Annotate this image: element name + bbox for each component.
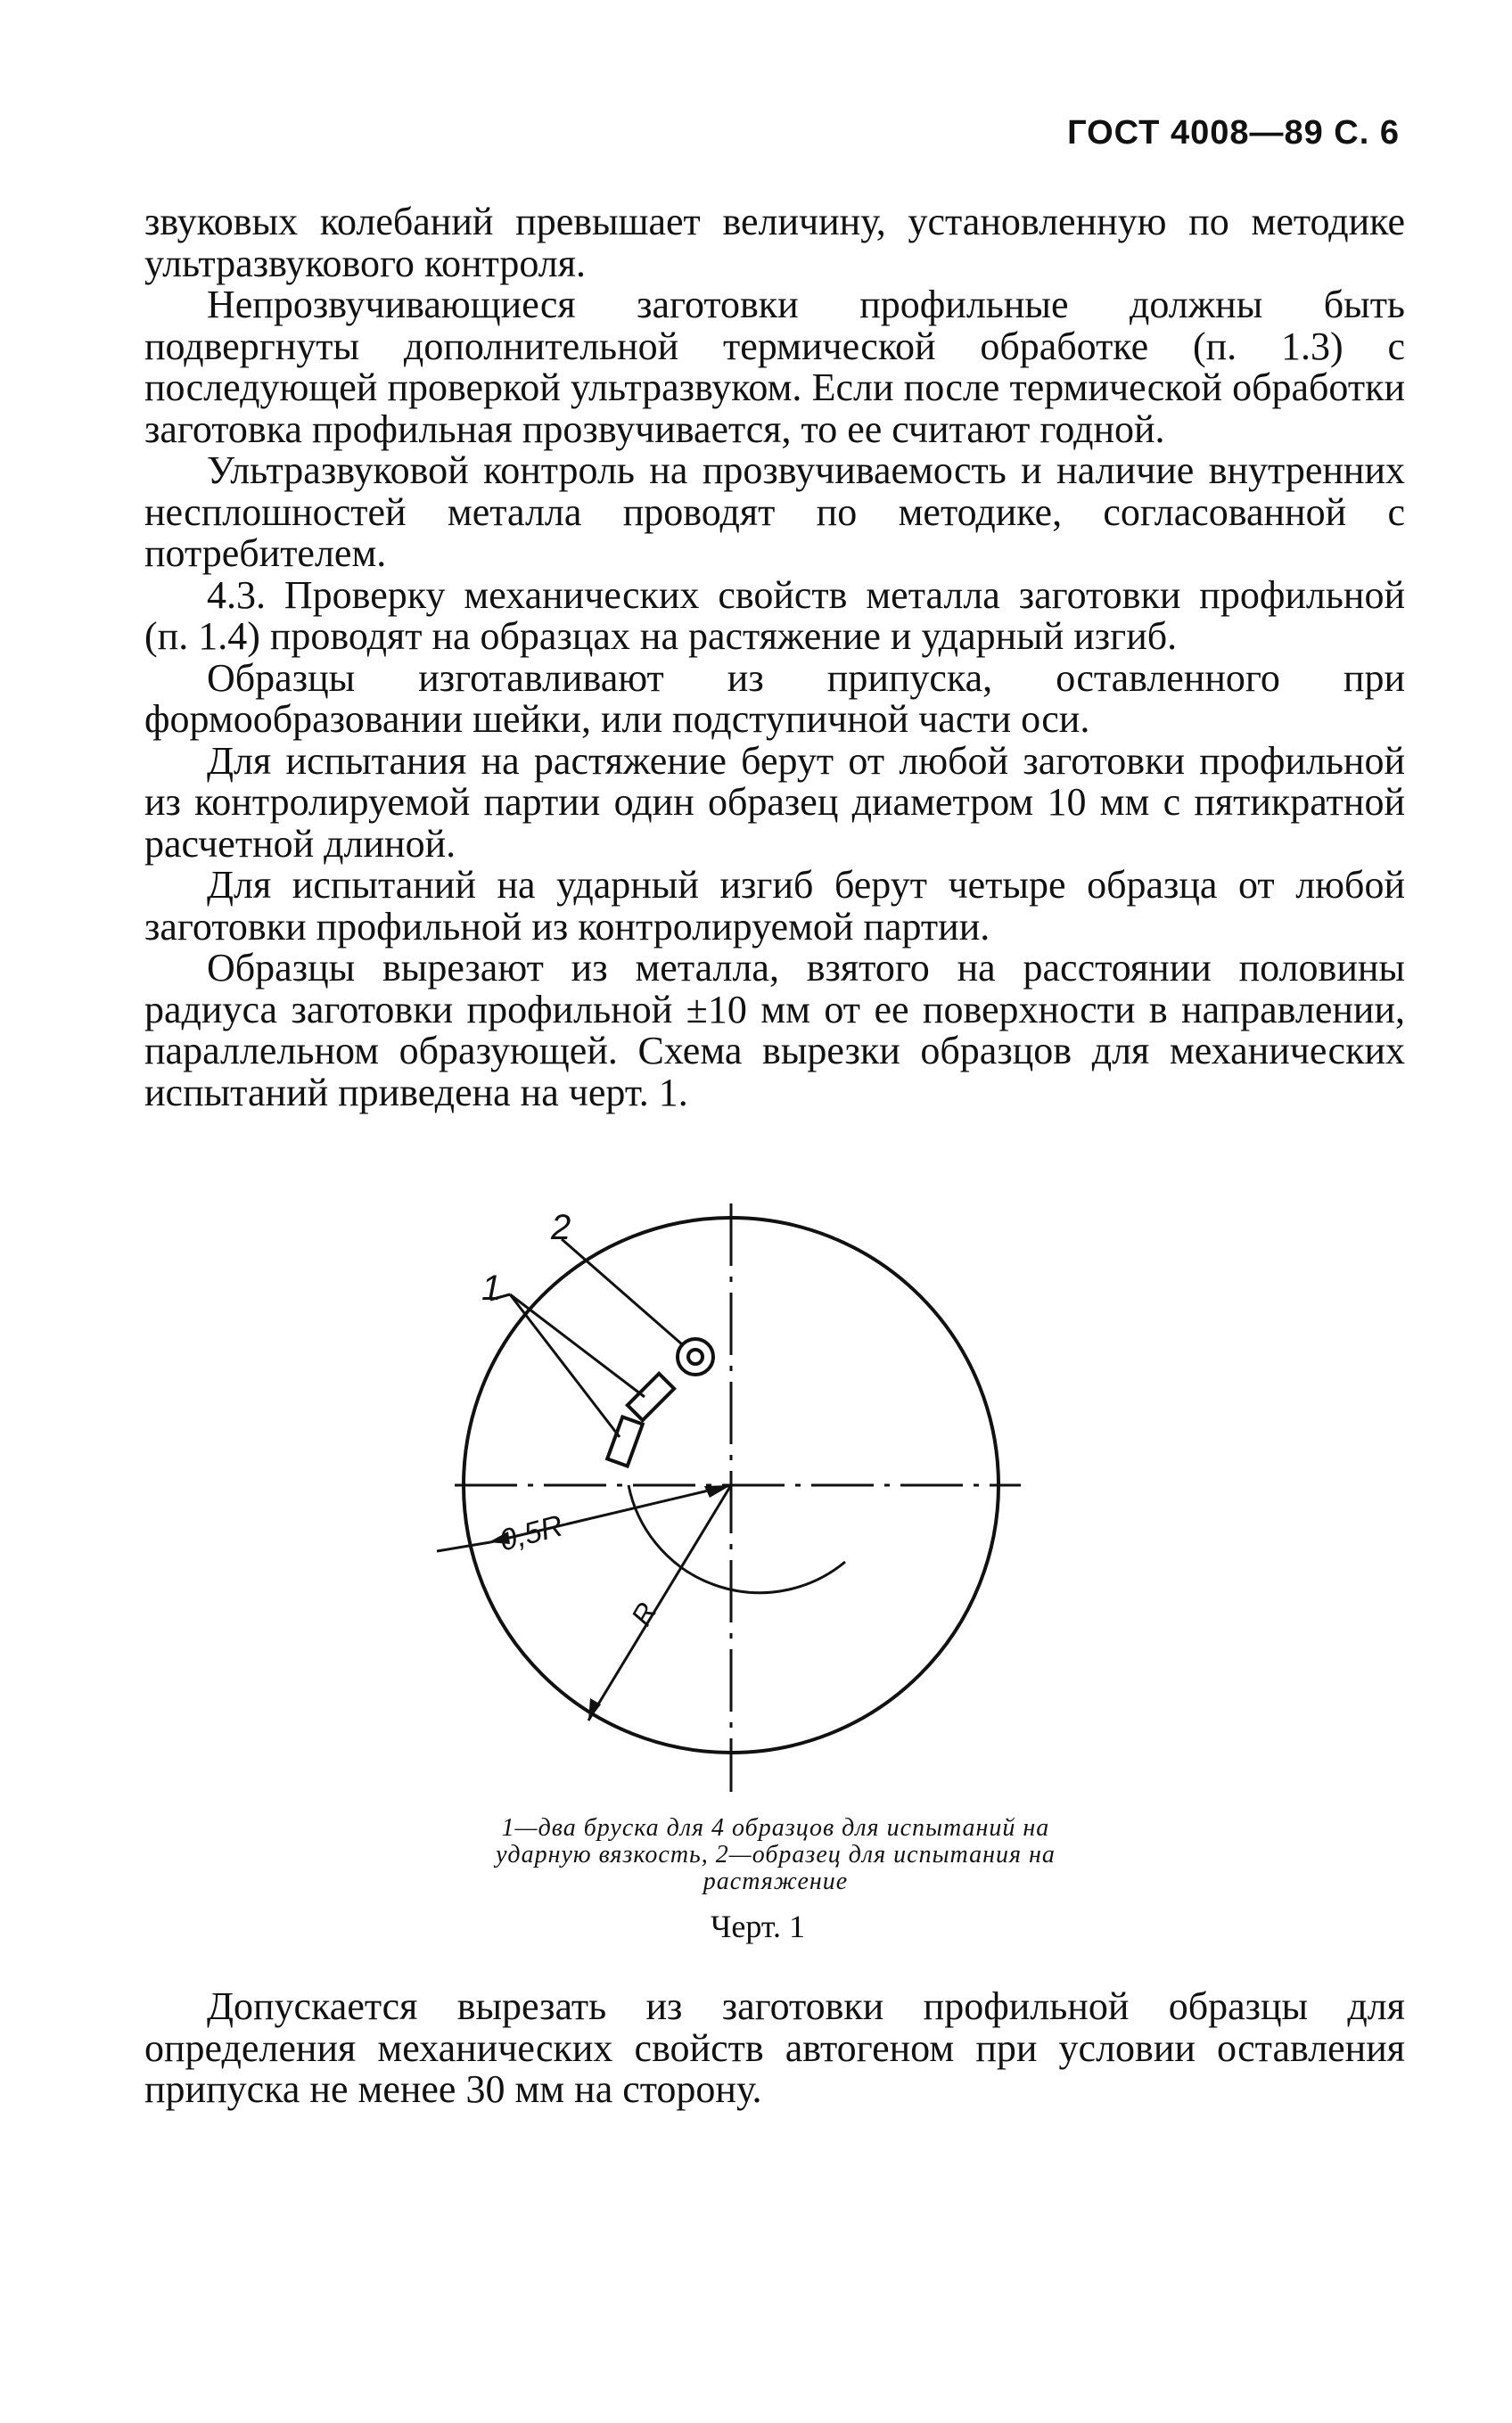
impact-bar xyxy=(628,1374,674,1420)
body-text-top xyxy=(144,201,1405,1113)
figure-caption: 1—два бруска для 4 образцов для испытаний на ударную вязкость, 2—образец для испытания на растяжение xyxy=(496,1814,1056,1895)
leader-line xyxy=(562,1239,682,1344)
paragraph: Непрозвучивающиеся заготовки профильные должны быть подвергнуты дополнительной термической обработке (п. 1.3) с последующей проверкой ультразвуком. Если после термической обработки заготовка профильная прозвучивается, то ее считают годной. xyxy=(144,283,1405,451)
paragraph: Ультразвуковой контроль на прозвучиваемость и наличие внутренних несплошностей металла проводят по методике, согласованной с потребителем. xyxy=(144,448,1405,575)
label-2: 2 xyxy=(551,1208,571,1247)
paragraph: Образцы изготавливают из припуска, оставленного при формообразовании шейки, или подступичной части оси. xyxy=(144,655,1405,741)
paragraph: звуковых колебаний превышает величину, установленную по методике ультразвукового контроля. xyxy=(144,200,1405,285)
label-half-r: 0,5R xyxy=(496,1508,567,1558)
tensile-sample xyxy=(678,1339,713,1375)
paragraph: 4.3. Проверку механических свойств металла заготовки профильной (п. 1.4) проводят на образцах на растяжение и ударный изгиб. xyxy=(144,572,1405,658)
paragraph: Образцы вырезают из металла, взятого на расстоянии половины радиуса заготовки профильной ±10 мм от ее поверхности в направлении, параллельном образующей. Схема вырезки образцов для механических испытаний приведена на черт. 1. xyxy=(144,946,1405,1114)
label-1: 1 xyxy=(481,1269,502,1308)
impact-bar xyxy=(607,1417,643,1466)
figure-number: Черт. 1 xyxy=(711,1909,805,1944)
dimension-extension xyxy=(437,1542,490,1551)
tensile-sample-core xyxy=(688,1350,703,1364)
paragraph: Допускается вырезать из заготовки профильной образцы для определения механических свойств автогеном при условии оставления припуска не менее 30 мм на сторону. xyxy=(144,1984,1405,2111)
label-r: R xyxy=(624,1597,663,1631)
dimension-r xyxy=(588,1485,731,1721)
body-text-bottom xyxy=(144,1986,1405,2111)
paragraph: Для испытаний на ударный изгиб берут четыре образца от любой заготовки профильной из контролируемой партии. xyxy=(144,863,1405,949)
paragraph: Для испытания на растяжение берут от любой заготовки профильной из контролируемой партии один образец диаметром 10 мм с пятикратной расчетной длиной. xyxy=(144,738,1405,866)
page-header: ГОСТ 4008—89 С. 6 xyxy=(1067,114,1400,152)
sample-cutting-diagram xyxy=(437,1186,1061,1810)
